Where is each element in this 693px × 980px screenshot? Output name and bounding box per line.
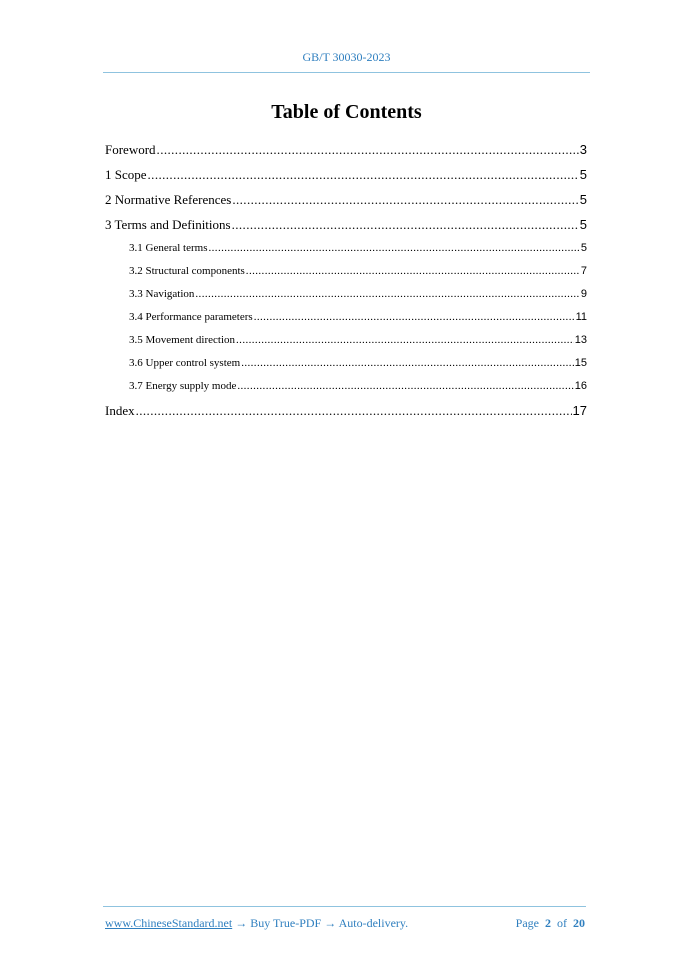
dot-leader (195, 283, 579, 306)
toc-entry-page: 13 (574, 334, 587, 346)
toc-entry-foreword[interactable] (105, 137, 587, 162)
chinese-standard-link[interactable]: www.ChineseStandard.net (105, 916, 233, 930)
dot-leader (232, 187, 578, 212)
page-label: Page (515, 916, 539, 930)
header-divider (103, 72, 590, 73)
dot-leader (232, 212, 579, 237)
dot-leader (157, 137, 579, 162)
toc-title: Table of Contents (271, 101, 422, 123)
toc-entry-general-terms[interactable] (105, 237, 587, 260)
toc-entry-page: 5 (579, 217, 587, 232)
toc-entry-page: 9 (580, 288, 587, 300)
toc-entry-label: 1 Scope (105, 167, 147, 182)
dot-leader (148, 162, 579, 187)
toc-entry-label: 3.1 General terms (129, 242, 208, 254)
table-of-contents (105, 137, 587, 423)
current-page: 2 (545, 916, 551, 930)
total-pages: 20 (573, 916, 585, 930)
toc-entry-label: 3.3 Navigation (129, 288, 195, 300)
standard-code-header: GB/T 30030-2023 (302, 50, 391, 64)
footer-divider (103, 906, 586, 907)
toc-entry-structural-components[interactable] (105, 260, 587, 283)
page-number (516, 916, 585, 931)
toc-entry-label: 3.2 Structural components (129, 265, 245, 277)
page-footer (105, 916, 585, 931)
toc-entry-label: Foreword (105, 142, 156, 157)
toc-entry-page: 3 (579, 142, 587, 157)
toc-entry-label: 3.4 Performance parameters (129, 311, 253, 323)
toc-entry-page: 16 (574, 380, 587, 392)
toc-entry-page: 15 (574, 357, 587, 369)
toc-entry-label: 3 Terms and Definitions (105, 217, 231, 232)
toc-entry-page: 5 (579, 192, 587, 207)
toc-entry-page: 17 (572, 403, 587, 418)
toc-entry-page: 5 (579, 167, 587, 182)
toc-entry-label: 3.7 Energy supply mode (129, 380, 237, 392)
toc-entry-upper-control-system[interactable] (105, 352, 587, 375)
toc-entry-label: 3.5 Movement direction (129, 334, 236, 346)
dot-leader (236, 329, 574, 352)
dot-leader (209, 237, 580, 260)
toc-entry-scope[interactable] (105, 162, 587, 187)
toc-entry-label: 2 Normative References (105, 192, 232, 207)
dot-leader (136, 398, 572, 423)
toc-entry-page: 11 (575, 311, 587, 323)
dot-leader (237, 375, 573, 398)
toc-entry-label: 3.6 Upper control system (129, 357, 241, 369)
toc-entry-performance-parameters[interactable] (105, 306, 587, 329)
dot-leader (241, 352, 574, 375)
buy-true-pdf-text: Buy True-PDF (250, 916, 322, 930)
auto-delivery-text: Auto-delivery. (338, 916, 409, 930)
toc-entry-terms-and-definitions[interactable] (105, 212, 587, 237)
toc-entry-label: Index (105, 403, 135, 418)
dot-leader (254, 306, 575, 329)
page-of-label: of (557, 916, 567, 930)
footer-promo (105, 916, 408, 931)
arrow-right-icon: → (324, 916, 337, 930)
dot-leader (246, 260, 580, 283)
arrow-right-icon: → (235, 916, 248, 930)
toc-entry-page: 5 (580, 242, 587, 254)
toc-entry-page: 7 (580, 265, 587, 277)
toc-entry-movement-direction[interactable] (105, 329, 587, 352)
toc-entry-navigation[interactable] (105, 283, 587, 306)
toc-entry-index[interactable] (105, 398, 587, 423)
toc-entry-normative-references[interactable] (105, 187, 587, 212)
toc-entry-energy-supply-mode[interactable] (105, 375, 587, 398)
